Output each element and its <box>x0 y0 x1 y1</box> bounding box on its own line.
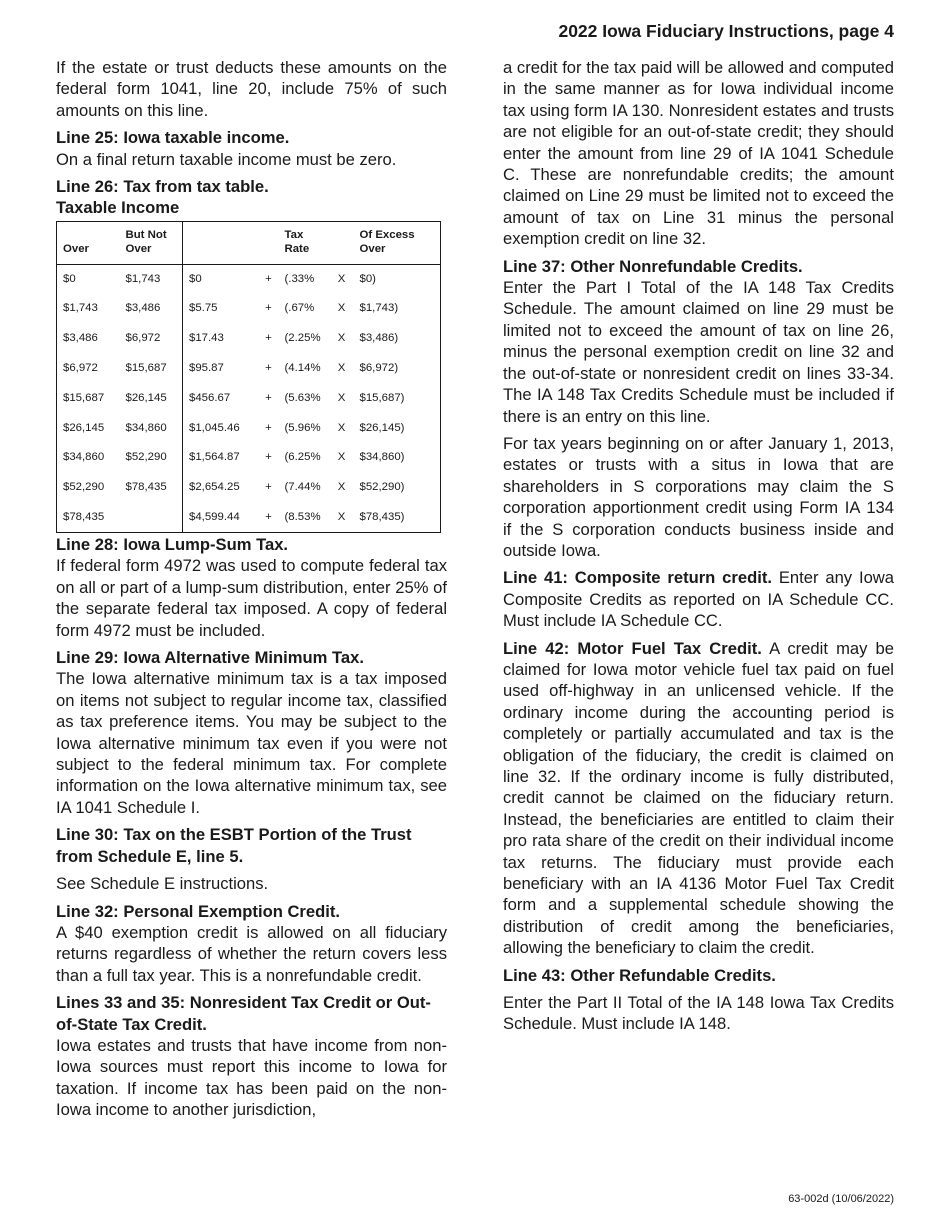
cell-of-excess-over: $15,687) <box>359 391 405 404</box>
page-title: 2022 Iowa Fiduciary Instructions, page 4 <box>558 21 894 41</box>
col-header-but-not-over: But Not Over <box>120 221 183 264</box>
cell-times-sign: X <box>337 421 346 434</box>
cell-times-sign: X <box>337 302 346 315</box>
cell-base-tax: $95.87 <box>189 361 224 374</box>
cell-base-tax: $456.67 <box>189 391 231 404</box>
left-column <box>56 57 447 1121</box>
cell-tax-rate: (4.14% <box>284 361 321 374</box>
line29-text: The Iowa alternative minimum tax is a tax imposed on items not subject to regular income tax, classified as tax preference items. You may be subject to the Iowa alternative minimum tax even if you were not subject to the federal minimum tax. For complete information on the Iowa alternative minimum tax, see IA 1041 Schedule I. <box>56 669 447 817</box>
cell-over: $34,860 <box>63 451 105 464</box>
line24-continued-text: If the estate or trust deducts these amounts on the federal form 1041, line 20, include 75% of such amounts on this line. <box>56 58 447 120</box>
cell-base-tax: $1,564.87 <box>189 451 240 464</box>
cell-plus-sign: + <box>265 421 272 434</box>
cell-tax-rate: (8.53% <box>284 510 321 523</box>
cell-plus-sign: + <box>265 302 272 315</box>
table-row <box>57 264 441 294</box>
cell-base-tax: $0 <box>189 272 202 285</box>
table-header-row <box>57 221 441 264</box>
cell-plus-sign: + <box>265 391 272 404</box>
cell-times-sign: X <box>337 481 346 494</box>
line28-text: If federal form 4972 was used to compute federal tax on all or part of a lump-sum distribution, enter 25% of the separate federal tax imposed. A copy of federal form 4972 must be included. <box>56 556 447 640</box>
line33-35-continued-text: a credit for the tax paid will be allowed and computed in the same manner as for Iowa individual income tax using form IA 130. Nonresident estates and trusts are not eligible for an out-of-state credit; they should enter the amount from line 29 of IA 1041 Schedule C. These are nonrefundable credits; the amount claimed on Line 29 must be limited not to exceed the amount of tax on Line 31 minus the personal exemption credit on line 32. <box>503 58 894 249</box>
cell-base-tax: $4,599.44 <box>189 510 240 523</box>
line26-heading: Line 26: Tax from tax table. <box>56 177 269 197</box>
cell-but-not-over: $34,860 <box>120 413 183 443</box>
cell-but-not-over: $52,290 <box>120 443 183 473</box>
cell-of-excess-over: $3,486) <box>359 332 399 345</box>
cell-but-not-over: $78,435 <box>120 473 183 503</box>
table-row <box>57 503 441 533</box>
cell-of-excess-over: $6,972) <box>359 361 399 374</box>
line42-text: A credit may be claimed for Iowa motor vehicle fuel tax paid on fuel used off-highway in an unlicensed vehicle. If the ordinary income during the accounting period is completely or partially accumulated and tax is the obligation of the fiduciary, the credit is claimed on line 32. If the ordinary income is fully distributed, credit cannot be claimed on the fiduciary return. Instead, the beneficiaries are entitled to claim their pro rata share of the credit on their individual income tax returns. The fiduciary must provide each beneficiary with an IA 4136 Motor Fuel Tax Credit form and a supplemental schedule showing the distribution of credit among the beneficiaries, allowing the beneficiary to claim the credit. <box>503 638 895 958</box>
table-row <box>57 473 441 503</box>
line42-heading: Line 42: Motor Fuel Tax Credit. <box>503 638 762 658</box>
table-row <box>57 294 441 324</box>
line32-heading: Line 32: Personal Exemption Credit. <box>56 901 341 921</box>
cell-of-excess-over: $26,145) <box>359 421 405 434</box>
line37-text: Enter the Part I Total of the IA 148 Tax Credits Schedule. The amount claimed on line 29 must be limited not to exceed the amount of tax on line 26, minus the personal exemption credit on line 32 and the out-of-state or nonresident credit on lines 33-34. The IA 148 Tax Credits Schedule must be included if there is an entry on this line. <box>503 278 894 426</box>
cell-tax-rate: (5.63% <box>284 391 321 404</box>
cell-but-not-over: $26,145 <box>120 384 183 414</box>
cell-times-sign: X <box>337 272 346 285</box>
cell-over: $1,743 <box>63 302 98 315</box>
cell-but-not-over: $3,486 <box>120 294 183 324</box>
cell-but-not-over: $6,972 <box>120 324 183 354</box>
cell-of-excess-over: $1,743) <box>359 302 399 315</box>
cell-plus-sign: + <box>265 510 272 523</box>
cell-tax-rate: (.33% <box>284 272 315 285</box>
form-code: 63-002d (10/06/2022) <box>788 1193 894 1205</box>
col-header-base <box>183 221 259 264</box>
line30-heading: Line 30: Tax on the ESBT Portion of the Trust from Schedule E, line 5. <box>56 825 412 866</box>
cell-plus-sign: + <box>265 481 272 494</box>
table-row <box>57 443 441 473</box>
line43-heading: Line 43: Other Refundable Credits. <box>503 965 776 985</box>
tax-rate-table <box>56 221 441 533</box>
taxable-income-heading: Taxable Income <box>56 198 180 218</box>
line28-heading: Line 28: Iowa Lump-Sum Tax. <box>56 535 289 555</box>
line25-text: On a final return taxable income must be zero. <box>56 149 397 169</box>
col-header-over: Over <box>57 221 120 264</box>
cell-times-sign: X <box>337 332 346 345</box>
line25-heading: Line 25: Iowa taxable income. <box>56 128 290 148</box>
cell-base-tax: $17.43 <box>189 332 224 345</box>
cell-plus-sign: + <box>265 451 272 464</box>
cell-base-tax: $2,654.25 <box>189 481 240 494</box>
table-row <box>57 413 441 443</box>
cell-base-tax: $5.75 <box>189 302 218 315</box>
cell-plus-sign: + <box>265 272 272 285</box>
cell-plus-sign: + <box>265 361 272 374</box>
cell-tax-rate: (5.96% <box>284 421 321 434</box>
cell-but-not-over: $1,743 <box>120 264 183 294</box>
cell-tax-rate: (.67% <box>284 302 315 315</box>
cell-over: $6,972 <box>63 361 98 374</box>
cell-tax-rate: (2.25% <box>284 332 321 345</box>
cell-times-sign: X <box>337 361 346 374</box>
cell-over: $26,145 <box>63 421 105 434</box>
right-column <box>503 57 894 1041</box>
line32-text: A $40 exemption credit is allowed on all fiduciary returns regardless of whether the return covers less than a full tax year. This is a nonrefundable credit. <box>56 922 447 985</box>
cell-of-excess-over: $0) <box>359 272 376 285</box>
col-header-times <box>330 221 354 264</box>
cell-of-excess-over: $34,860) <box>359 451 405 464</box>
cell-plus-sign: + <box>265 332 272 345</box>
cell-over: $3,486 <box>63 332 98 345</box>
line43-text: Enter the Part II Total of the IA 148 Iowa Tax Credits Schedule. Must include IA 148. <box>503 993 894 1034</box>
line29-heading: Line 29: Iowa Alternative Minimum Tax. <box>56 648 364 668</box>
cell-times-sign: X <box>337 510 346 523</box>
cell-tax-rate: (6.25% <box>284 451 321 464</box>
line37-s-corp-text: For tax years beginning on or after January 1, 2013, estates or trusts with a situs in Iowa that are shareholders in S corporations may claim the S corporation apportionment credit using Form IA 134 if the S corporation conducts business inside and outside Iowa. <box>503 433 894 560</box>
table-row <box>57 324 441 354</box>
line41-paragraph <box>503 567 894 631</box>
col-header-tax-rate: Tax Rate <box>279 221 330 264</box>
line37-heading: Line 37: Other Nonrefundable Credits. <box>503 256 803 276</box>
cell-over: $52,290 <box>63 481 105 494</box>
cell-over: $0 <box>63 272 76 285</box>
cell-base-tax: $1,045.46 <box>189 421 240 434</box>
col-header-of-excess-over: Of Excess Over <box>354 221 441 264</box>
line30-text: See Schedule E instructions. <box>56 874 269 894</box>
cell-of-excess-over: $78,435) <box>359 510 405 523</box>
col-header-plus <box>259 221 279 264</box>
line42-paragraph <box>503 638 894 959</box>
cell-of-excess-over: $52,290) <box>359 481 405 494</box>
cell-tax-rate: (7.44% <box>284 481 321 494</box>
table-row <box>57 384 441 414</box>
cell-over: $15,687 <box>63 391 105 404</box>
table-row <box>57 354 441 384</box>
cell-over: $78,435 <box>63 510 105 523</box>
line33-35-text: Iowa estates and trusts that have income from non-Iowa sources must report this income to Iowa for taxation. If income tax has been paid on the non-Iowa income to another jurisdiction, <box>56 1035 447 1120</box>
cell-but-not-over: $15,687 <box>120 354 183 384</box>
cell-but-not-over <box>120 503 183 533</box>
line41-text: Enter any Iowa Composite Credits as reported on IA Schedule CC. Must include IA Schedule CC. <box>503 568 895 631</box>
cell-times-sign: X <box>337 451 346 464</box>
cell-times-sign: X <box>337 391 346 404</box>
line41-heading: Line 41: Composite return credit. <box>503 568 772 588</box>
line33-35-heading: Lines 33 and 35: Nonresident Tax Credit or Out-of-State Tax Credit. <box>56 993 431 1034</box>
